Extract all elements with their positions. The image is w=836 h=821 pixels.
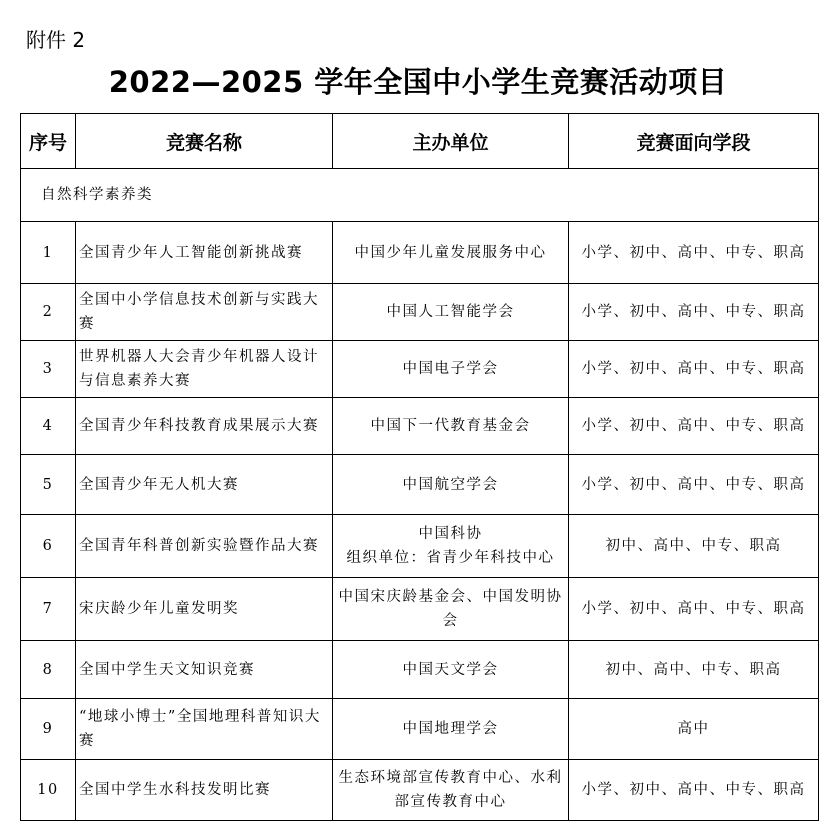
- organizer: 中国天文学会: [333, 641, 569, 699]
- organizer: 中国地理学会: [333, 699, 569, 760]
- row-number: 7: [21, 578, 76, 641]
- competition-name: 全国中学生天文知识竞赛: [76, 641, 333, 699]
- category-row: [21, 169, 819, 222]
- table-row: [21, 515, 819, 578]
- row-number: 9: [21, 699, 76, 760]
- organizer: 中国人工智能学会: [333, 284, 569, 341]
- table-row: [21, 222, 819, 284]
- grade-levels: 初中、高中、中专、职高: [569, 641, 819, 699]
- grade-levels: 高中: [569, 699, 819, 760]
- competition-name: 宋庆龄少年儿童发明奖: [76, 578, 333, 641]
- attachment-label: 附件 2: [26, 28, 86, 52]
- page-title: 2022—2025 学年全国中小学生竞赛活动项目: [108, 65, 728, 99]
- header-org: 主办单位: [333, 114, 569, 169]
- grade-levels: 小学、初中、高中、中专、职高: [569, 341, 819, 398]
- organizer-sub: 组织单位：省青少年科技中心: [346, 550, 555, 566]
- grade-levels: 小学、初中、高中、中专、职高: [569, 284, 819, 341]
- grade-levels: 小学、初中、高中、中专、职高: [569, 455, 819, 515]
- table-row: [21, 341, 819, 398]
- competition-name: 全国中学生水科技发明比赛: [76, 760, 333, 821]
- organizer: 中国科协: [418, 526, 483, 542]
- competition-name: 全国青年科普创新实验暨作品大赛: [76, 515, 333, 578]
- row-number: 3: [21, 341, 76, 398]
- table-row: [21, 398, 819, 455]
- table-header-row: [21, 114, 819, 169]
- competition-name: 世界机器人大会青少年机器人设计与信息素养大赛: [76, 341, 333, 398]
- header-name: 竞赛名称: [76, 114, 333, 169]
- category-label: 自然科学素养类: [21, 169, 819, 222]
- organizer: 中国少年儿童发展服务中心: [333, 222, 569, 284]
- table-row: [21, 578, 819, 641]
- grade-levels: 小学、初中、高中、中专、职高: [569, 222, 819, 284]
- table-row: [21, 641, 819, 699]
- competition-table: [20, 113, 819, 821]
- organizer: 中国航空学会: [333, 455, 569, 515]
- header-grades: 竞赛面向学段: [569, 114, 819, 169]
- organizer-cell: [333, 515, 569, 578]
- table-row: [21, 699, 819, 760]
- row-number: 10: [21, 760, 76, 821]
- row-number: 6: [21, 515, 76, 578]
- row-number: 2: [21, 284, 76, 341]
- table-row: [21, 455, 819, 515]
- table-row: [21, 760, 819, 821]
- row-number: 5: [21, 455, 76, 515]
- row-number: 4: [21, 398, 76, 455]
- row-number: 8: [21, 641, 76, 699]
- grade-levels: 小学、初中、高中、中专、职高: [569, 578, 819, 641]
- organizer: 中国宋庆龄基金会、中国发明协会: [333, 578, 569, 641]
- competition-name: “地球小博士”全国地理科普知识大赛: [76, 699, 333, 760]
- grade-levels: 初中、高中、中专、职高: [569, 515, 819, 578]
- organizer: 中国电子学会: [333, 341, 569, 398]
- competition-name: 全国青少年科技教育成果展示大赛: [76, 398, 333, 455]
- competition-name: 全国中小学信息技术创新与实践大赛: [76, 284, 333, 341]
- grade-levels: 小学、初中、高中、中专、职高: [569, 398, 819, 455]
- competition-name: 全国青少年人工智能创新挑战赛: [76, 222, 333, 284]
- competition-name: 全国青少年无人机大赛: [76, 455, 333, 515]
- grade-levels: 小学、初中、高中、中专、职高: [569, 760, 819, 821]
- header-no: 序号: [21, 114, 76, 169]
- row-number: 1: [21, 222, 76, 284]
- table-row: [21, 284, 819, 341]
- organizer: 中国下一代教育基金会: [333, 398, 569, 455]
- organizer: 生态环境部宣传教育中心、水利部宣传教育中心: [333, 760, 569, 821]
